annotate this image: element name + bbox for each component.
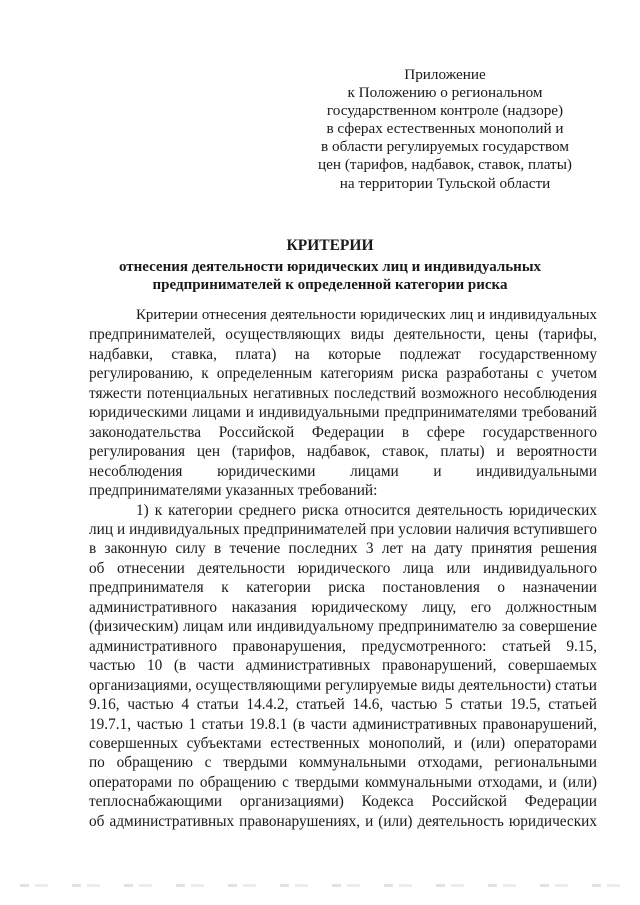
body-line: частью 10 (в части административных правонарушений, совершаемых xyxy=(89,657,597,675)
body-line: по обращению с твердыми коммунальными отходами, региональными xyxy=(89,754,597,772)
appendix-line: Приложение xyxy=(404,66,486,83)
document-body xyxy=(89,306,597,831)
appendix-line: цен (тарифов, надбавок, ставок, платы) xyxy=(318,156,572,174)
appendix-line: государственном контроле (надзоре) xyxy=(326,102,564,120)
body-line: административного правонарушения, предусмотренного: статьей 9.15, xyxy=(89,637,597,655)
body-line: регулирования цен (тарифов, надбавок, ставок, платы) и вероятности xyxy=(89,443,597,461)
appendix-header xyxy=(300,66,590,193)
subtitle-line: отнесения деятельности юридических лиц и индивидуальных xyxy=(118,259,542,275)
body-line: предпринимателя к категории риска постановления о назначении xyxy=(89,579,597,597)
body-line: административного наказания юридическому лицу, его должностным xyxy=(89,598,597,616)
appendix-line: в области регулируемых государством xyxy=(321,138,569,156)
body-line: теплоснабжающими организациями) Кодекса Российской Федерации xyxy=(89,793,597,811)
body-line: надбавки, ставка, плата) на которые подлежат государственному xyxy=(89,345,597,363)
body-line: Критерии отнесения деятельности юридических лиц и индивидуальных xyxy=(136,307,597,323)
document-title: КРИТЕРИИ xyxy=(286,237,374,254)
body-line: (физическим) лицам или индивидуальному предпринимателю за совершение xyxy=(89,618,597,636)
body-line: тяжести потенциальных негативных последствий возможного несоблюдения xyxy=(89,384,597,402)
body-line: в законную силу в течение последних 3 лет на дату принятия решения xyxy=(89,540,597,558)
appendix-line: к Положению о региональном xyxy=(347,84,543,102)
body-line: 19.7.1, частью 1 статьи 19.8.1 (в части административных правонарушений, xyxy=(89,715,597,733)
scan-edge-artifact xyxy=(20,884,630,887)
appendix-line: в сферах естественных монополий и xyxy=(326,120,564,138)
document-subtitle xyxy=(80,258,580,294)
body-line: предпринимателями указанных требований: xyxy=(89,482,378,500)
appendix-line: на территории Тульской области xyxy=(339,174,551,192)
body-line: законодательства Российской Федерации в сфере государственного xyxy=(89,423,597,441)
body-line: операторами по обращению с твердыми коммунальными отходами, и (или) xyxy=(89,773,597,791)
body-line: совершенных субъектами естественных монополий, и (или) операторами xyxy=(89,734,597,752)
body-line: юридическими лицами и индивидуальными предпринимателями требований xyxy=(89,404,597,422)
body-line: об отнесении деятельности юридического лица или индивидуального xyxy=(89,559,597,577)
body-line: 1) к категории среднего риска относится деятельность юридических xyxy=(136,501,597,519)
body-line: 9.16, частью 4 статьи 14.4.2, статьей 14.6, частью 5 статьи 19.5, статьей xyxy=(89,696,597,714)
body-line: лиц и индивидуальных предпринимателей при условии наличия вступившего xyxy=(89,520,597,538)
body-line: организациями, осуществляющими регулируемые виды деятельности) статьи xyxy=(89,676,597,694)
subtitle-line: предпринимателей к определенной категории риска xyxy=(152,277,508,293)
body-line: об административных правонарушениях, и (или) деятельность юридических xyxy=(89,812,597,830)
body-line: несоблюдения юридическими лицами и индивидуальными xyxy=(89,462,597,480)
body-line: регулированию, к определенным категориям риска разработаны с учетом xyxy=(89,365,597,383)
body-line: предпринимателей, осуществляющих виды деятельности, цены (тарифы, xyxy=(89,326,597,344)
